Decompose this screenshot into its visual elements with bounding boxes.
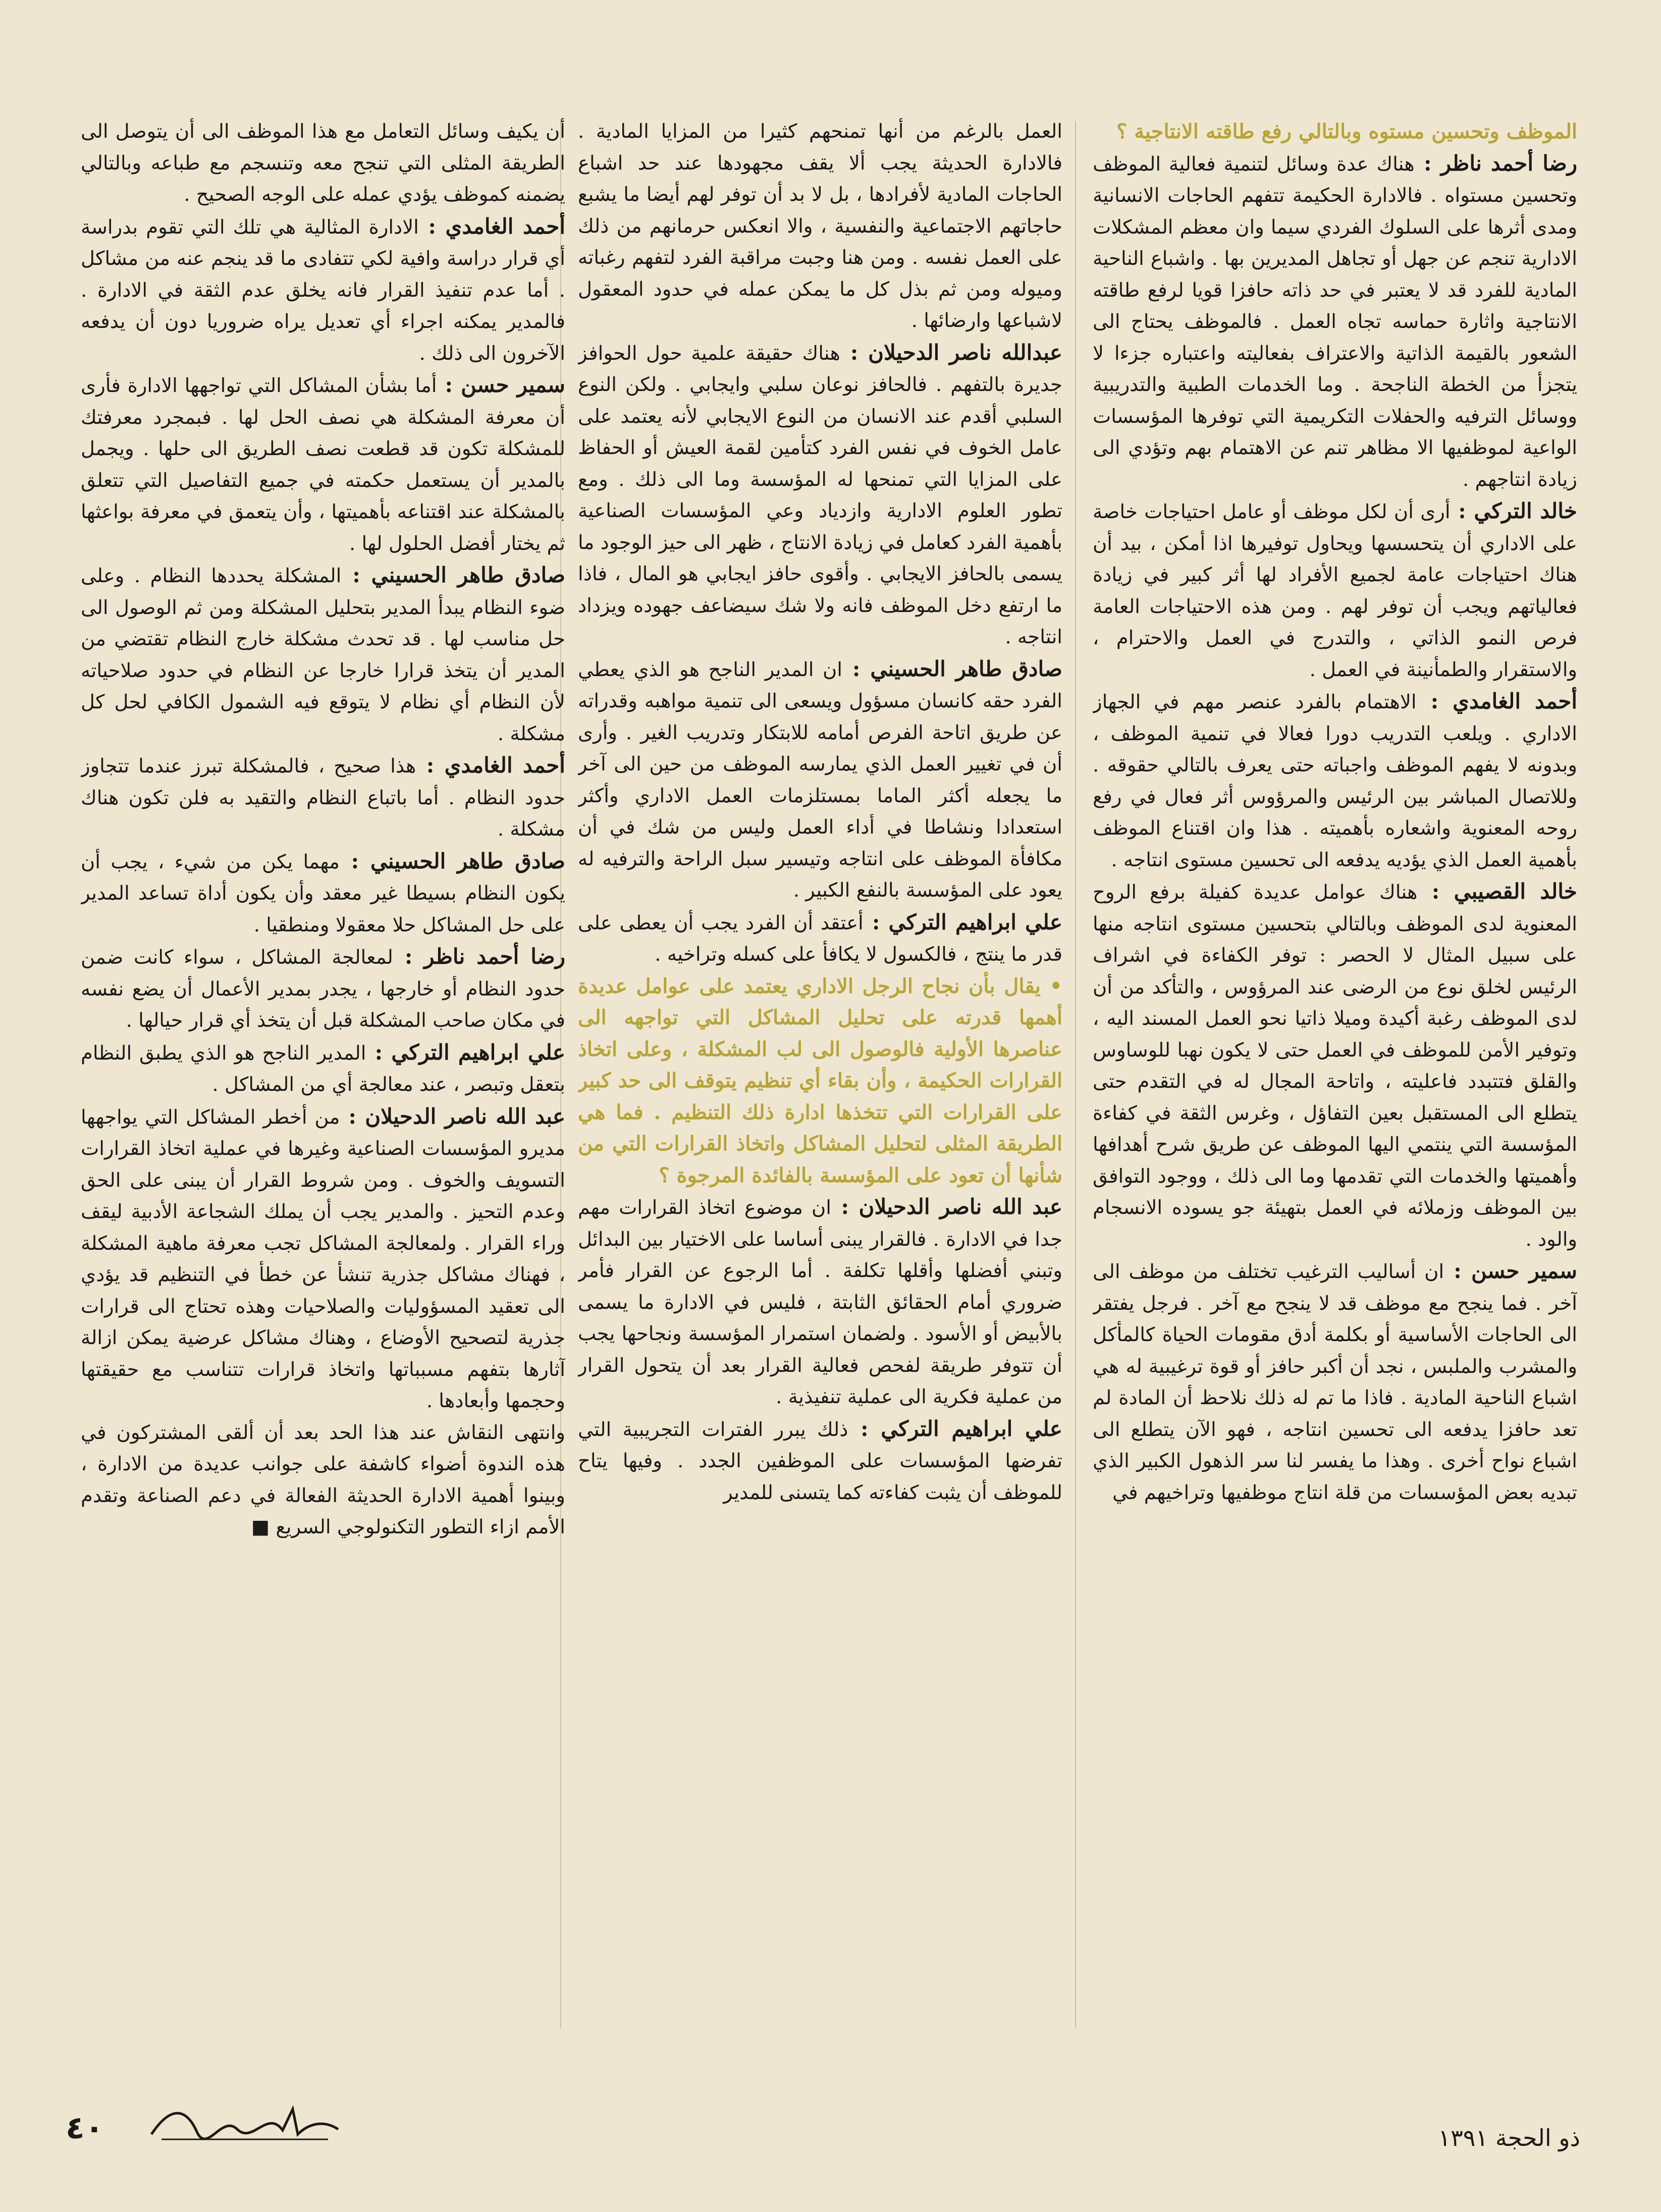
paragraph [81,1417,565,1543]
speaker-name: رضا أحمد ناظر : [1414,150,1577,176]
column-right-body [1093,148,1577,1509]
paragraph-text: ان أساليب الترغيب تختلف من موظف الى آخر . فما ينجح مع موظف قد لا ينجح مع آخر . فرجل يفتقر الى الحاجات الأساسية أو بكلمة أدق مقومات الحياة كالمأكل والمشرب والملبس ، نجد أن أكبر حافز أو قوة ترغيبية له هي اشباع الناحية المادية . فاذا ما تم له ذلك نلاحظ أن المادة لم تعد حافزا يدفعه الى تحسين انتاجه ، فهو الآن يتطلع الى اشباع نواح أخرى . وهذا ما يفسر لنا سر الذهول الكبير الذي تبديه بعض المؤسسات من قلة انتاج موظفيها وتراخيهم في [1093,1260,1577,1504]
paragraph [81,560,565,750]
paragraph-text: العمل بالرغم من أنها تمنحهم كثيرا من المزايا المادية . فالادارة الحديثة يجب ألا يقف مجهودها عند حد اشباع الحاجات المادية لأفرادها ، بل لا بد أن توفر لهم أيضا ما يشبع حاجاتهم الاجتماعية والنفسية ، والا انعكس حرمانهم من ذلك على العمل نفسه . ومن هنا وجبت مراقبة الفرد لتفهم رغباته وميوله ومن ثم بذل كل ما يمكن عمله في حدود المعقول لاشباعها وارضائها . [578,120,1062,332]
speaker-name: رضا أحمد ناظر : [393,944,565,969]
column-right [1093,116,1577,2079]
paragraph [81,369,565,560]
paragraph-text: أما بشأن المشاكل التي تواجهها الادارة فأرى أن معرفة المشكلة هي نصف الحل لها . فبمجرد معرفتك للمشكلة تكون قد قطعت نصف الطريق الى حلها . ويجمل بالمدير أن يستعمل حكمته في جميع التفاصيل التي تتعلق بالمشكلة عند اقتناعه بأهميتها ، وأن يتعمق في معرفة بواعثها ثم يختار أفضل الحلول لها . [81,374,565,555]
column-left [81,116,565,2079]
paragraph-text: أرى أن لكل موظف أو عامل احتياجات خاصة على الاداري أن يتحسسها ويحاول توفيرها اذا أمكن ، بيد أن هناك احتياجات عامة لجميع الأفراد لها أثر كبير في زيادة فعالياتهم ويجب أن توفر لهم . ومن هذه الاحتياجات العامة فرص النمو الذاتي ، والتدرج في العمل والاحترام ، والاستقرار والطمأنينة في العمل . [1093,501,1577,681]
paragraph [1093,1255,1577,1509]
column-heading: الموظف وتحسين مستوه وبالتالي رفع طاقته الانتاجية ؟ [1116,120,1577,143]
paragraph-text: هناك عوامل عديدة كفيلة برفع الروح المعنوية لدى الموظف وبالتالي بتحسين مستوى انتاجه منها على سبيل المثال لا الحصر : توفر الكفاءة في اشراف الرئيس لخلق نوع من الرضى عند المرؤوس ، والتأكد من أن لدى الموظف رغبة أكيدة وميلا ذاتيا نحو العمل المسند اليه ، وتوفير الأمن للموظف في العمل حتى لا يكون نهبا للوساوس والقلق فتتبدد فاعليته ، واتاحة المجال له في التقدم حتى يتطلع الى المستقبل بعين التفاؤل ، وغرس الثقة في كفاءة المؤسسة التي ينتمي اليها الموظف عن طريق شرح أهدافها وأهميتها والخدمات التي تقدمها وما الى ذلك ، ووجود التوافق بين الموظف وزملائه في العمل بتهيئة جو يسوده الانسجام والود . [1093,881,1577,1251]
paragraph [81,750,565,846]
paragraph [1093,876,1577,1255]
speaker-name: صادق طاهر الحسيني : [341,563,565,587]
page-number: ٤٠ [66,2109,104,2146]
speaker-name: علي ابراهيم التركي : [366,1039,565,1065]
paragraph-text: المشكلة يحددها النظام . وعلى ضوء النظام يبدأ المدير بتحليل المشكلة ومن ثم الوصول الى حل مناسب لها . قد تحدث مشكلة خارج النظام تقتضي من المدير أن يتخذ قرارا خارجا عن النظام في حدود صلاحياته لأن النظام أي نظام لا يتوقع فيه الشمول الكافي لحل كل مشكلة . [81,565,565,745]
speaker-name: خالد التركي : [1450,499,1577,523]
paragraph [81,211,565,370]
paragraph-text: ذلك يبرر الفترات التجريبية التي تفرضها المؤسسات على الموظفين الجدد . وفيها يتاح للموظف أن يثبت كفاءته كما يتسنى للمدير [578,1418,1062,1504]
speaker-name: صادق طاهر الحسيني : [339,848,565,873]
column-middle [578,116,1062,2079]
paragraph-text: أعتقد أن الفرد يجب أن يعطى على قدر ما ينتج ، فالكسول لا يكافأ على كسله وتراخيه . [578,911,1062,966]
paragraph-text: وانتهى النقاش عند هذا الحد بعد أن ألقى المشتركون في هذه الندوة أضواء كاشفة على جوانب عديدة من الادارة ، وبينوا أهمية الادارة الحديثة الفعالة في دعم الصناعة وتقدم الأمم ازاء التطور التكنولوجي السريع ■ [81,1421,565,1538]
speaker-name: عبد الله ناصر الدحيلان : [340,1103,565,1129]
column-divider [1075,121,1076,2028]
paragraph [81,941,565,1037]
paragraph-text: ان موضوع اتخاذ القرارات مهم جدا في الادارة . فالقرار يبنى أساسا على الاختيار بين البدائل وتبني أفضلها وأقلها تكلفة . أما الرجوع عن القرار فأمر ضروري أمام الحقائق الثابتة ، فليس في الادارة ما يسمى بالأبيض أو الأسود . ولضمان استمرار المؤسسة ونجاحها يجب أن تتوفر طريقة لفحص فعالية القرار بعد أن يتحول القرار من عملية فكرية الى عملية تنفيذية . [578,1196,1062,1408]
signature-logo [141,2094,343,2149]
footer-date: ذو الحجة ١٣٩١ [1438,2124,1580,2151]
paragraph-text: ان المدير الناجح هو الذي يعطي الفرد حقه كانسان مسؤول ويسعى الى تنمية مواهبه وقدراته عن طريق اتاحة الفرص أمامه للابتكار وتدريب الغير . وأرى أن في تغيير العمل الذي يمارسه الموظف من حين الى آخر ما يجعله أكثر الماما بمستلزمات العمل الاداري وأكثر استعدادا ونشاطا في أداء العمل وليس من شك في أن مكافأة الموظف على انتاجه وتيسير سبل الراحة والترفيه له يعود على المؤسسة بالنفع الكبير . [578,658,1062,902]
paragraph [578,653,1062,907]
speaker-name: سمير حسن : [437,372,565,397]
column-middle-body [578,116,1062,1509]
paragraph-text: لمعالجة المشاكل ، سواء كانت ضمن حدود النظام أو خارجها ، يجدر بمدير الأعمال أن يضع نفسه في مكان صاحب المشكلة قبل أن يتخذ أي قرار حيالها . [81,946,565,1032]
speaker-name: عبد الله ناصر الدحيلان : [831,1194,1062,1219]
paragraph-text: • يقال بأن نجاح الرجل الاداري يعتمد على عوامل عديدة أهمها قدرته على تحليل المشاكل التي تواجهه الى عناصرها الأولية فالوصول الى لب المشكلة ، وعلى اتخاذ القرارات الحكيمة ، وأن بقاء أي تنظيم يتوقف الى حد كبير على القرارات التي تتخذها ادارة ذلك التنظيم . فما هي الطريقة المثلى لتحليل المشاكل واتخاذ القرارات التي من شأنها أن تعود على المؤسسة بالفائدة المرجوة ؟ [578,974,1062,1187]
paragraph [1093,686,1577,876]
speaker-name: علي ابراهيم التركي : [863,909,1062,934]
paragraph-text: من أخطر المشاكل التي يواجهها مديرو المؤسسات الصناعية وغيرها في عملية اتخاذ القرارات التسويف والخوف . ومن شروط القرار أن يبنى على الحق وعدم التحيز . والمدير يجب أن يملك الشجاعة الأدبية ليقف وراء القرار . ولمعالجة المشاكل تجب معرفة ماهية المشكلة ، فهناك مشاكل جذرية تنشأ عن خطأ في التنظيم قد يؤدي الى تعقيد المسؤوليات والصلاحيات وهذه تحتاج الى قرارات جذرية لتصحيح الأوضاع ، وهناك مشاكل عرضية يمكن ازالة آثارها بتفهم مسبباتها واتخاذ قرارات تتناسب مع حقيقتها وحجمها وأبعادها . [81,1105,565,1412]
paragraph-text: هناك حقيقة علمية حول الحوافز جديرة بالتفهم . فالحافز نوعان سلبي وايجابي . ولكن النوع السلبي أقدم عند الانسان من النوع الايجابي لأنه يعتمد على عامل الخوف في نفس الفرد كتأمين لقمة العيش أو الحفاظ على المزايا التي تمنحها له المؤسسة وما الى ذلك . ومع تطور العلوم الادارية وازدياد وعي المؤسسات الصناعية بأهمية الفرد كعامل في زيادة الانتاج ، ظهر الى حيز الوجود ما يسمى بالحافز الايجابي . وأقوى حافز ايجابي هو المال ، فاذا ما ارتفع دخل الموظف فانه ولا شك سيضاعف جهوده ويزداد انتاجه . [578,342,1062,648]
paragraph [578,1413,1062,1509]
speaker-name: سمير حسن : [1444,1258,1577,1283]
paragraph-text: الادارة المثالية هي تلك التي تقوم بدراسة أي قرار دراسة وافية لكي تتفادى ما قد ينجم عنه من مشاكل . أما عدم تنفيذ القرار فانه يخلق عدم الثقة في الادارة . فالمدير يمكنه اجراء أي تعديل يراه ضروريا دون أن يدفعه الآخرون الى ذلك . [81,215,565,365]
paragraph-text: الاهتمام بالفرد عنصر مهم في الجهاز الاداري . ويلعب التدريب دورا فعالا في تنمية الموظف ، وبدونه لا يفهم الموظف واجباته حتى يعرف بالتالي حقوقه . وللاتصال المباشر بين الرئيس والمرؤوس أثر فعال في رفع روحه المعنوية واشعاره بأهميته . هذا وان اقتناع الموظف بأهمية العمل الذي يؤديه يدفعه الى تحسين مستوى انتاجه . [1093,691,1577,871]
paragraph [578,116,1062,337]
paragraph [81,846,565,942]
paragraph [81,1037,565,1101]
speaker-name: صادق طاهر الحسيني : [842,656,1062,681]
paragraph-text: هذا صحيح ، فالمشكلة تبرز عندما تتجاوز حدود النظام . أما باتباع النظام والتقيد به فلن تكون هناك مشكلة . [81,755,565,841]
paragraph-text: المدير الناجح هو الذي يطبق النظام بتعقل وتبصر ، عند معالجة أي من المشاكل . [81,1041,565,1096]
paragraph [578,337,1062,653]
column-left-body [81,116,565,1543]
paragraph [578,907,1062,971]
paragraph-text: هناك عدة وسائل لتنمية فعالية الموظف وتحسين مستواه . فالادارة الحكيمة تتفهم الحاجات الانسانية ومدى أثرها على السلوك الفردي سيما وان معظم المشكلات الادارية تنجم عن جهل أو تجاهل المديرين بها . واشباع الناحية المادية للفرد قد لا يعتبر في حد ذاته حافزا قويا لرفع طاقته الانتاجية واثارة حماسه تجاه العمل . فالموظف يحتاج الى الشعور بالقيمة الذاتية والاعتراف بفعاليته واعتباره جزءا لا يتجزأ من الخطة الناجحة . وما الخدمات الطبية والتدريبية ووسائل الترفيه والحفلات التكريمية التي توفرها المؤسسات الواعية لموظفيها الا مظاهر تنم عن الاهتمام بهم وتؤدي الى زيادة انتاجهم . [1093,152,1577,491]
paragraph [1093,495,1577,686]
paragraph [578,1191,1062,1413]
speaker-name: أحمد الغامدي : [418,213,565,239]
paragraph [578,971,1062,1192]
paragraph-text: أن يكيف وسائل التعامل مع هذا الموظف الى أن يتوصل الى الطريقة المثلى التي تنجح معه وتنسجم مع طباعه وبالتالي يضمنه كموظف يؤدي عمله على الوجه الصحيح . [81,120,565,206]
speaker-name: أحمد الغامدي : [1416,689,1577,713]
speaker-name: علي ابراهيم التركي : [848,1416,1062,1441]
paragraph [81,116,565,211]
paragraph [81,1101,565,1417]
speaker-name: أحمد الغامدي : [416,753,565,778]
speaker-name: خالد القصيبي : [1417,879,1577,904]
speaker-name: عبدالله ناصر الدحيلان : [840,340,1062,365]
paragraph-text: مهما يكن من شيء ، يجب أن يكون النظام بسيطا غير معقد وأن يكون أداة تساعد المدير على حل المشاكل حلا معقولا ومنطقيا . [81,850,565,936]
paragraph [1093,148,1577,496]
